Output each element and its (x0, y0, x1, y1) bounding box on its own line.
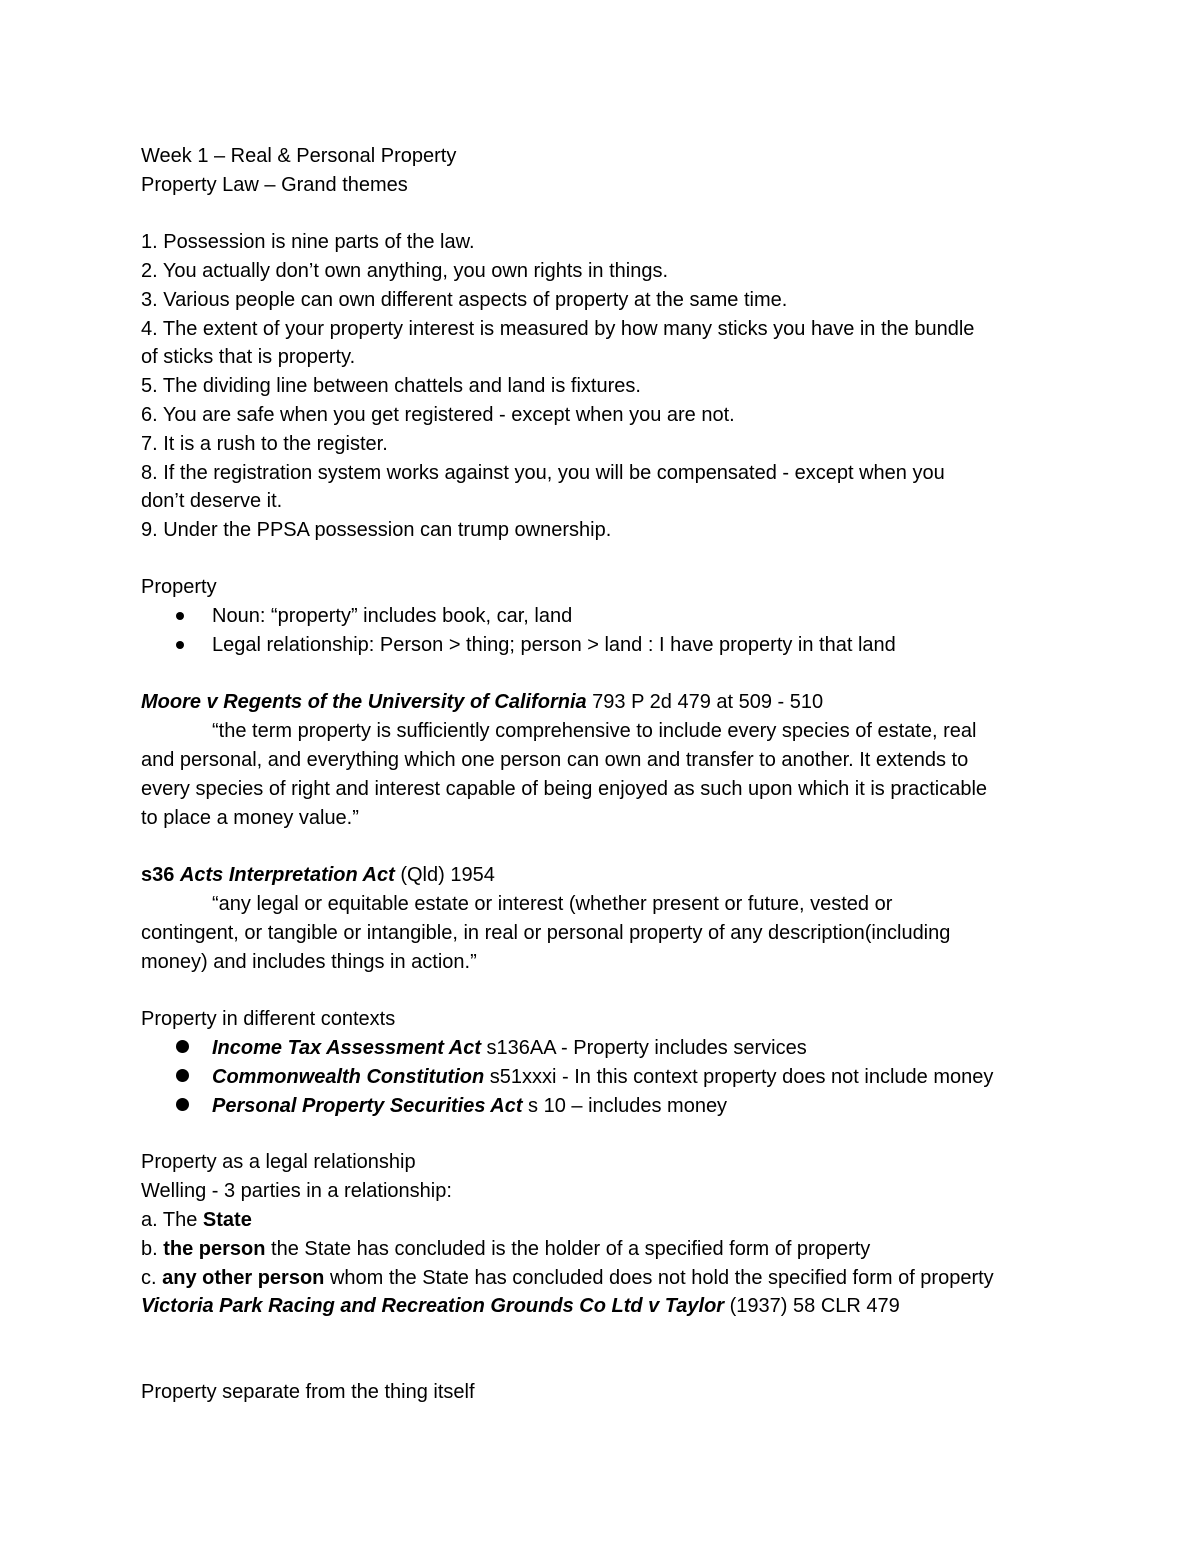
relationship-heading: Property as a legal relationship (141, 1151, 416, 1173)
bullet-icon (176, 1069, 189, 1082)
party-a (141, 1206, 252, 1234)
party-name: the person (163, 1238, 266, 1260)
case-name: Moore v Regents of the University of California (141, 691, 587, 713)
case-citation: (1937) 58 CLR 479 (724, 1295, 900, 1317)
party-text: whom the State has concluded does not hold the specified form of property (324, 1267, 994, 1289)
theme-item: 8. If the registration system works against you, you will be compensated - except when you (141, 462, 945, 484)
party-name: any other person (162, 1267, 325, 1289)
property-heading: Property (141, 576, 217, 598)
property-bullet: Noun: “property” includes book, car, land (212, 605, 573, 627)
theme-item: 3. Various people can own different aspects of property at the same time. (141, 289, 788, 311)
quote-line: and personal, and everything which one person can own and transfer to another. It extends to (141, 749, 969, 771)
theme-item: of sticks that is property. (141, 346, 356, 368)
section-number: s36 (141, 864, 180, 886)
page-title: Week 1 – Real & Personal Property (141, 145, 457, 167)
act-name: Income Tax Assessment Act (212, 1037, 481, 1059)
theme-item: 1. Possession is nine parts of the law. (141, 231, 475, 253)
theme-item: 5. The dividing line between chattels and land is fixtures. (141, 375, 641, 397)
act-jurisdiction: (Qld) 1954 (394, 864, 495, 886)
bullet-icon (176, 641, 184, 649)
theme-item: 4. The extent of your property interest is measured by how many sticks you have in the bundle (141, 318, 975, 340)
quote-line: “the term property is sufficiently comprehensive to include every species of estate, real (212, 720, 977, 742)
bullet-icon (176, 1098, 189, 1111)
party-label: c. (141, 1267, 163, 1289)
party-label: a. The (141, 1209, 203, 1231)
act-name: Acts Interpretation Act (179, 864, 395, 886)
act-name: Commonwealth Constitution (212, 1066, 485, 1088)
context-item (212, 1063, 993, 1091)
theme-item: 9. Under the PPSA possession can trump ownership. (141, 519, 612, 541)
theme-item: don’t deserve it. (141, 490, 283, 512)
quote-line: “any legal or equitable estate or interest (whether present or future, vested or (212, 893, 893, 915)
victoria-park-case (141, 1292, 900, 1320)
quote-line: every species of right and interest capable of being enjoyed as such upon which it is practicable (141, 778, 988, 800)
quote-line: money) and includes things in action.” (141, 951, 477, 973)
case-citation: 793 P 2d 479 at 509 - 510 (586, 691, 824, 713)
moore-case-heading (141, 688, 823, 716)
welling-line: Welling - 3 parties in a relationship: (141, 1180, 452, 1202)
act-name: Personal Property Securities Act (212, 1095, 523, 1117)
context-item (212, 1092, 727, 1120)
party-c (141, 1264, 994, 1292)
bullet-icon (176, 612, 184, 620)
party-text: the State has concluded is the holder of a specified form of property (265, 1238, 871, 1260)
context-text: s 10 – includes money (522, 1095, 728, 1117)
bullet-icon (176, 1040, 189, 1053)
context-item (212, 1034, 807, 1062)
page-subtitle: Property Law – Grand themes (141, 174, 408, 196)
quote-line: contingent, or tangible or intangible, in real or personal property of any description(including (141, 922, 951, 944)
separate-heading: Property separate from the thing itself (141, 1381, 475, 1403)
quote-line: to place a money value.” (141, 807, 359, 829)
context-text: s51xxxi - In this context property does not include money (484, 1066, 994, 1088)
theme-item: 7. It is a rush to the register. (141, 433, 388, 455)
theme-item: 6. You are safe when you get registered - except when you are not. (141, 404, 735, 426)
contexts-heading: Property in different contexts (141, 1008, 396, 1030)
party-b (141, 1235, 870, 1263)
party-label: b. (141, 1238, 164, 1260)
context-text: s136AA - Property includes services (481, 1037, 807, 1059)
property-bullet: Legal relationship: Person > thing; person > land : I have property in that land (212, 634, 896, 656)
theme-item: 2. You actually don’t own anything, you own rights in things. (141, 260, 669, 282)
party-name: State (202, 1209, 252, 1231)
case-name: Victoria Park Racing and Recreation Grounds Co Ltd v Taylor (141, 1295, 725, 1317)
acts-heading (141, 861, 495, 889)
